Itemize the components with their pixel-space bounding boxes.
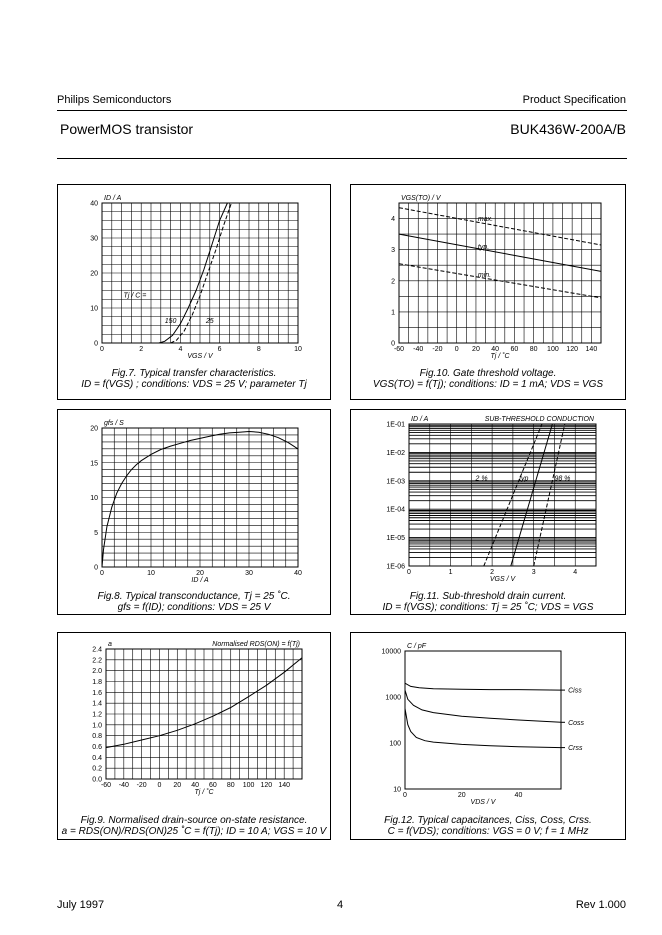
- fig12-annotation: Coss: [568, 719, 585, 727]
- fig11-caption-title: Fig.11. Sub-threshold drain current.: [409, 591, 567, 602]
- fig8-ytick-label: 15: [90, 460, 98, 468]
- title-rule: [57, 158, 627, 159]
- fig10-ytick-label: 3: [391, 247, 395, 255]
- fig11-ytick-label: 1E-03: [386, 478, 405, 486]
- fig7-caption-conditions: ID = f(VGS) ; conditions: VDS = 25 V; parameter Tj: [81, 379, 307, 390]
- fig8-xtick-label: 10: [147, 570, 155, 577]
- fig11-y-axis-label: ID / A: [411, 416, 429, 423]
- fig7-y-axis-label: ID / A: [104, 195, 122, 202]
- fig7-ytick-label: 20: [90, 270, 98, 278]
- fig11-xtick-label: 1: [448, 569, 453, 576]
- fig10-y-axis-label: VGS(TO) / V: [401, 195, 441, 202]
- fig9-ytick-label: 1.8: [92, 679, 102, 686]
- fig9-ytick-label: 0.6: [92, 744, 102, 751]
- fig7-panel: [57, 184, 331, 400]
- fig11-annotation: 98 %: [554, 475, 571, 483]
- fig9-caption-conditions: a = RDS(ON)/RDS(ON)25 ˚C = f(Tj); ID = 10 A; VGS = 10 V: [61, 826, 327, 837]
- fig9-caption-title: Fig.9. Normalised drain-source on-state resistance.: [80, 815, 308, 826]
- fig8-chart: [58, 410, 332, 616]
- part-number: BUK436W-200A/B: [510, 121, 626, 137]
- fig9-xtick-label: 100: [242, 782, 255, 789]
- fig10-xtick-label: 80: [529, 346, 538, 353]
- fig7-param-label: Tj / C =: [123, 292, 147, 300]
- fig10-xtick-label: 20: [472, 346, 480, 353]
- fig12-ytick-label: 1000: [385, 694, 401, 702]
- fig8-caption-conditions: gfs = f(ID); conditions: VDS = 25 V: [117, 602, 271, 613]
- fig9-xtick-label: 80: [226, 782, 235, 789]
- fig9-ytick-label: 0.0: [92, 776, 102, 784]
- fig7-annotation: 150: [164, 317, 177, 325]
- fig9-xtick-label: -20: [136, 782, 147, 789]
- fig10-xtick-label: -20: [432, 346, 443, 353]
- fig8-caption: [58, 591, 330, 613]
- fig12-x-axis-label: VDS / V: [470, 799, 496, 806]
- fig8-panel: [57, 409, 331, 615]
- fig10-xtick-label: 40: [491, 346, 500, 353]
- fig10-annotation: max.: [477, 216, 494, 224]
- fig12-plot-frame: [405, 651, 561, 789]
- fig7-annotation: 25: [205, 317, 214, 325]
- fig12-y-axis-label: C / pF: [407, 643, 427, 650]
- fig7-ytick-label: 40: [90, 200, 98, 208]
- footer-revision: Rev 1.000: [575, 899, 626, 911]
- fig10-caption: [351, 368, 625, 390]
- fig9-chart: [58, 633, 332, 841]
- fig7-x-axis-label: VGS / V: [187, 353, 213, 360]
- fig12-xtick-label: 0: [403, 792, 407, 799]
- fig11-plot-frame: [409, 424, 596, 566]
- fig11-xtick-label: 0: [407, 569, 411, 576]
- fig12-caption-title: Fig.12. Typical capacitances, Ciss, Coss, Crss.: [384, 815, 592, 826]
- fig9-ytick-label: 1.6: [92, 689, 102, 697]
- fig10-ytick-label: 1: [391, 309, 395, 317]
- fig8-ytick-label: 5: [94, 529, 98, 537]
- fig9-xtick-label: 120: [260, 782, 273, 789]
- fig10-xtick-label: -60: [393, 346, 405, 353]
- fig8-ytick-label: 20: [90, 425, 98, 433]
- product-title: PowerMOS transistor: [60, 121, 194, 137]
- fig9-ytick-label: 0.2: [92, 765, 102, 773]
- fig8-ytick-label: 10: [90, 495, 98, 502]
- fig10-xtick-label: -40: [413, 346, 424, 353]
- fig11-series-line: [511, 424, 553, 566]
- fig9-ytick-label: 1.2: [92, 711, 102, 719]
- fig8-x-axis-label: ID / A: [191, 577, 209, 584]
- fig11-chart: [351, 410, 627, 616]
- fig11-ytick-label: 1E-06: [386, 563, 405, 571]
- company-name: Philips Semiconductors: [57, 94, 172, 106]
- fig8-ytick-label: 0: [94, 564, 98, 572]
- footer-page-number: 4: [336, 899, 344, 911]
- fig12-ytick-label: 100: [389, 740, 401, 748]
- fig9-ytick-label: 2.0: [92, 668, 102, 676]
- fig7-xtick-label: 6: [217, 346, 222, 353]
- fig9-ytick-label: 2.2: [92, 657, 102, 665]
- fig12-xtick-label: 40: [514, 792, 523, 799]
- fig11-ytick-label: 1E-02: [386, 449, 405, 457]
- fig7-xtick-label: 2: [139, 346, 144, 353]
- fig8-xtick-label: 30: [245, 570, 253, 577]
- fig10-xtick-label: 120: [566, 346, 578, 353]
- fig9-ytick-label: 1.4: [92, 700, 102, 708]
- fig7-caption: [58, 368, 330, 390]
- fig8-xtick-label: 0: [100, 570, 104, 577]
- fig10-annotation: typ.: [477, 244, 490, 252]
- fig11-annotation: 2 %: [475, 475, 488, 483]
- fig9-ytick-label: 1.0: [92, 722, 102, 730]
- fig8-y-axis-label: gfs / S: [104, 420, 124, 427]
- fig7-ytick-label: 30: [90, 235, 98, 243]
- fig7-xtick-label: 8: [256, 346, 261, 353]
- document-type: Product Specification: [522, 94, 626, 106]
- fig10-caption-title: Fig.10. Gate threshold voltage.: [419, 368, 557, 379]
- fig12-series-line: [405, 683, 561, 690]
- fig9-x-axis-label: Tj / ˚C: [194, 789, 214, 796]
- fig11-series-line: [534, 424, 565, 566]
- fig12-panel: [350, 632, 626, 840]
- fig9-chart-title: Normalised RDS(ON) = f(Tj): [212, 641, 300, 648]
- fig7-caption-title: Fig.7. Typical transfer characteristics.: [111, 368, 277, 379]
- fig12-series-line: [405, 690, 561, 722]
- fig8-caption-title: Fig.8. Typical transconductance, Tj = 25 ˚C.: [97, 591, 291, 602]
- fig11-ytick-label: 1E-04: [386, 506, 405, 514]
- fig11-annotation: typ: [519, 475, 529, 483]
- fig9-ytick-label: 2.4: [92, 646, 102, 654]
- fig10-annotation: min.: [477, 272, 492, 280]
- fig9-xtick-label: 40: [191, 782, 199, 789]
- fig12-annotation: Crss: [568, 745, 583, 753]
- fig11-x-axis-label: VGS / V: [489, 576, 516, 583]
- footer-date: July 1997: [57, 899, 105, 911]
- fig8-xtick-label: 40: [294, 570, 302, 577]
- fig9-caption: [58, 815, 330, 837]
- fig10-xtick-label: 140: [585, 346, 598, 353]
- fig10-xtick-label: 60: [510, 346, 519, 353]
- fig10-xtick-label: 100: [547, 346, 559, 353]
- fig7-xtick-label: 4: [178, 346, 183, 353]
- fig10-plot-frame: [399, 203, 601, 343]
- fig10-xtick-label: 0: [454, 346, 459, 353]
- fig7-ytick-label: 10: [90, 305, 98, 313]
- fig7-xtick-label: 10: [294, 346, 302, 353]
- fig7-ytick-label: 0: [94, 340, 98, 348]
- fig11-chart-title: SUB-THRESHOLD CONDUCTION: [484, 416, 594, 423]
- fig9-xtick-label: 60: [209, 782, 217, 789]
- fig11-xtick-label: 4: [573, 569, 578, 576]
- fig10-ytick-label: 2: [391, 278, 395, 286]
- fig9-y-axis-label: a: [108, 641, 112, 648]
- fig9-xtick-label: 20: [173, 782, 182, 789]
- fig9-ytick-label: 0.8: [92, 733, 102, 741]
- fig7-xtick-label: 0: [100, 346, 104, 353]
- fig12-caption-conditions: C = f(VDS); conditions: VGS = 0 V; f = 1 MHz: [387, 826, 589, 837]
- fig12-ytick-label: 10: [393, 786, 401, 794]
- fig11-caption-conditions: ID = f(VGS); conditions: Tj = 25 ˚C; VDS = VGS: [382, 602, 594, 613]
- fig9-ytick-label: 0.4: [92, 754, 102, 762]
- fig9-xtick-label: 140: [278, 782, 291, 789]
- fig12-xtick-label: 20: [457, 792, 466, 799]
- fig10-ytick-label: 0: [391, 340, 395, 348]
- fig11-ytick-label: 1E-05: [386, 535, 405, 543]
- fig11-panel: [350, 409, 626, 615]
- fig10-ytick-label: 4: [391, 216, 395, 224]
- fig11-ytick-label: 1E-01: [386, 421, 405, 429]
- fig12-chart: [351, 633, 627, 841]
- fig12-caption: [351, 815, 625, 837]
- fig8-xtick-label: 20: [196, 570, 204, 577]
- fig11-xtick-label: 2: [490, 569, 495, 576]
- fig12-series-line: [405, 709, 561, 748]
- fig9-xtick-label: -60: [100, 782, 112, 789]
- fig9-panel: [57, 632, 331, 840]
- fig9-xtick-label: -40: [118, 782, 129, 789]
- fig9-xtick-label: 0: [157, 782, 162, 789]
- fig12-annotation: Ciss: [568, 687, 582, 695]
- fig10-panel: [350, 184, 626, 400]
- fig10-caption-conditions: VGS(TO) = f(Tj); conditions: ID = 1 mA; VDS = VGS: [372, 379, 604, 390]
- fig12-ytick-label: 10000: [381, 648, 401, 656]
- fig11-caption: [351, 591, 625, 613]
- fig11-xtick-label: 3: [531, 569, 536, 576]
- header-rule: [57, 110, 627, 111]
- fig10-x-axis-label: Tj / ˚C: [490, 353, 510, 360]
